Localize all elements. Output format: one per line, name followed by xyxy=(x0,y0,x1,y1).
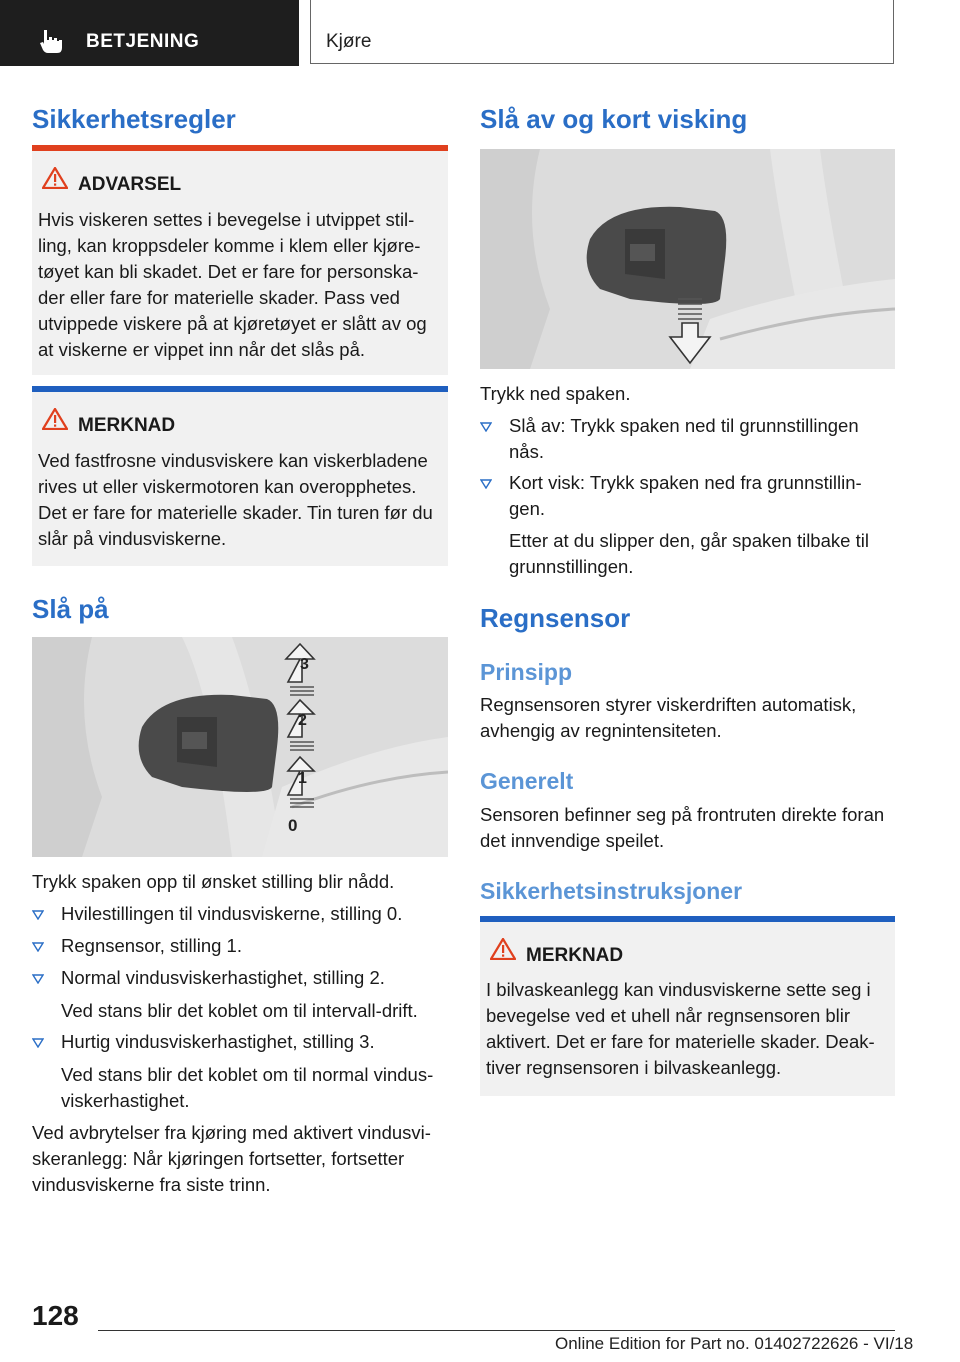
notice-label: MERKNAD xyxy=(526,945,624,966)
heading-principle: Prinsipp xyxy=(480,659,573,685)
hand-pointer-icon xyxy=(38,28,64,54)
section-tab xyxy=(0,0,299,66)
page-number: 128 xyxy=(32,1300,79,1331)
wiper-lever-up-drawing xyxy=(32,637,448,857)
heading-safety-instructions: Sikkerhetsinstruksjoner xyxy=(480,878,743,904)
bullet-triangle-icon xyxy=(32,942,44,952)
bullet-triangle-icon xyxy=(480,422,492,432)
warning-triangle-icon xyxy=(42,408,68,430)
notice-text: Ved fastfrosne vindusviskere kan viskerbladene rives ut eller viskermotoren kan overopphetes. Det er fare for materielle skader. Tin turen før du slår på vindusviskerne. xyxy=(38,450,433,549)
list-item: Hurtig vindusviskerhastighet, stilling 3. Ved stans blir det koblet om til normal vindus-viskerhastighet. xyxy=(32,1029,448,1115)
wiper-lever-down-illustration xyxy=(480,149,895,369)
list-item: Regnsensor, stilling 1. xyxy=(32,933,448,959)
bullet-triangle-icon xyxy=(32,910,44,920)
principle-text: Regnsensoren styrer viskerdriften automatisk, avhengig av regnintensiteten. xyxy=(480,694,857,741)
section-title: BETJENING xyxy=(86,31,200,52)
bullet-triangle-icon xyxy=(480,479,492,489)
footer-divider xyxy=(98,1330,895,1331)
notice-bar xyxy=(480,916,895,922)
list-item-subtext: Etter at du slipper den, går spaken tilbake til grunnstillingen. xyxy=(509,530,869,577)
warning-box xyxy=(32,145,448,375)
wiper-lever-down-drawing xyxy=(480,149,895,369)
position-label-1: 1 xyxy=(298,770,307,787)
notice-bar xyxy=(32,386,448,392)
notice-box xyxy=(32,386,448,566)
chapter-title: Kjøre xyxy=(326,31,372,52)
general-text: Sensoren befinner seg på frontruten direkte foran det innvendige speilet. xyxy=(480,804,885,851)
list-item-subtext: Ved stans blir det koblet om til normal vindus-viskerhastighet. xyxy=(61,1064,434,1111)
chapter-tab xyxy=(310,0,894,64)
heading-switch-off: Slå av og kort visking xyxy=(480,104,748,134)
rain-notice-box xyxy=(480,916,895,1096)
list-item: Normal vindusviskerhastighet, stilling 2. Ved stans blir det koblet om til intervall-drift. xyxy=(32,965,448,1025)
list-item-subtext: Ved stans blir det koblet om til intervall-drift. xyxy=(61,1000,418,1021)
notice-label: MERKNAD xyxy=(78,415,176,436)
warning-label: ADVARSEL xyxy=(78,174,182,195)
warning-bar xyxy=(32,145,448,151)
wiper-lever-up-illustration xyxy=(32,637,448,857)
position-label-0: 0 xyxy=(288,816,298,835)
position-label-2: 2 xyxy=(298,712,307,729)
bullet-triangle-icon xyxy=(32,1038,44,1048)
warning-triangle-icon xyxy=(490,938,516,960)
heading-general: Generelt xyxy=(480,768,574,794)
interrupt-paragraph: Ved avbrytelser fra kjøring med aktivert vindusvi-skeranlegg: Når kjøringen fortsetter, fortsetter vindusviskerne fra siste trinn. xyxy=(32,1122,431,1195)
heading-rain-sensor: Regnsensor xyxy=(480,603,631,633)
notice-text: I bilvaskeanlegg kan vindusviskerne sette seg i bevegelse ved et uhell når regnsensoren blir aktivert. Det er fare for materielle skader. Deak-tiver regnsensoren i bilvaskeanlegg. xyxy=(486,979,875,1078)
list-item: Slå av: Trykk spaken ned til grunnstillingen nås. xyxy=(480,413,895,467)
bullet-triangle-icon xyxy=(32,974,44,984)
lever-up-intro: Trykk spaken opp til ønsket stilling blir nådd. xyxy=(32,871,395,892)
list-item: Hvilestillingen til vindusviskerne, stilling 0. xyxy=(32,901,448,927)
warning-text: Hvis viskeren settes i bevegelse i utvippet stil-ling, kan kroppsdeler komme i klem eller kjøre-tøyet kan bli skadet. Det er fare for personska-der eller fare for materielle skader. Pass ved utvippede viskere på at kjøretøyet er slått av og at viskerne er vippet inn når det slås på. xyxy=(38,209,427,360)
edition-footer: Online Edition for Part no. 01402722626 - VI/18 xyxy=(555,1334,914,1353)
position-label-3: 3 xyxy=(300,656,309,673)
lever-down-intro: Trykk ned spaken. xyxy=(480,383,631,404)
warning-triangle-icon xyxy=(42,167,68,189)
heading-safety-rules: Sikkerhetsregler xyxy=(32,104,236,134)
list-item: Kort visk: Trykk spaken ned fra grunnstillin-gen. Etter at du slipper den, går spaken tilbake til grunnstillingen. xyxy=(480,470,895,580)
heading-switch-on: Slå på xyxy=(32,594,109,624)
